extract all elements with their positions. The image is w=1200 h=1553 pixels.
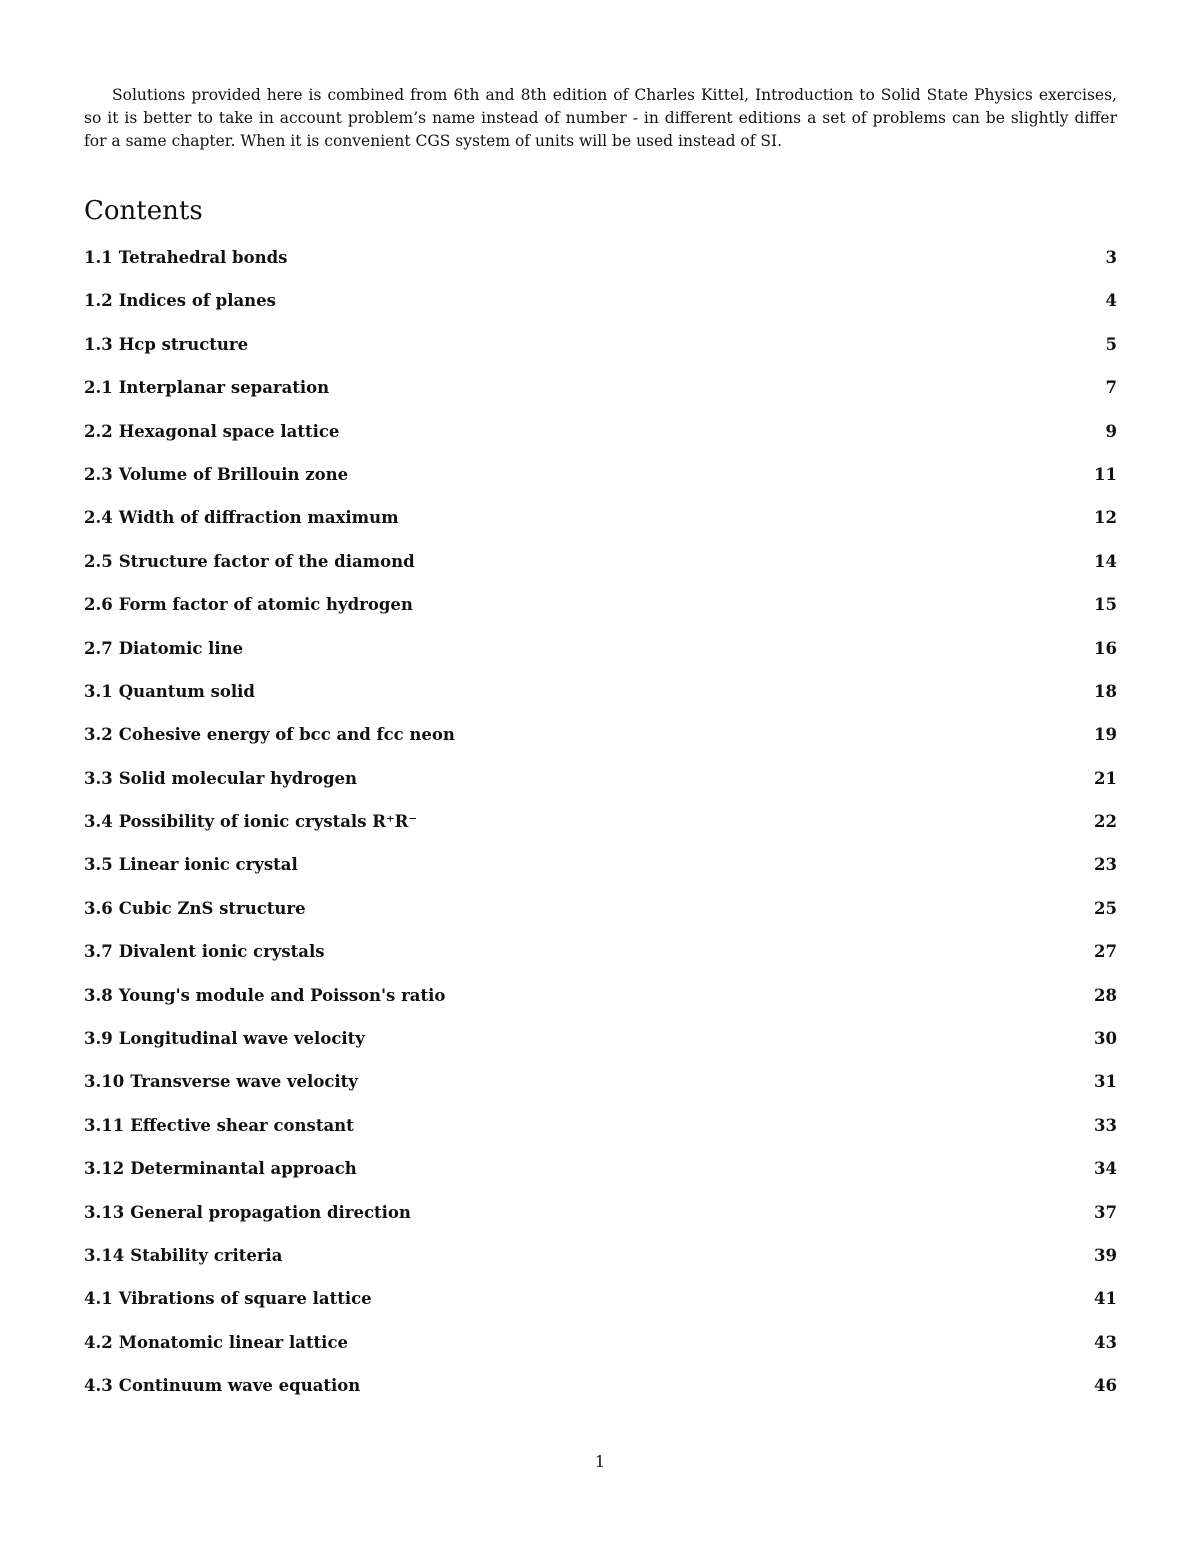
toc-entry-title: Cubic ZnS structure <box>118 898 306 918</box>
toc-entry-page: 39 <box>1094 1245 1117 1265</box>
toc-entry-number: 3.1 <box>84 681 113 701</box>
toc-entry-page: 41 <box>1094 1289 1117 1309</box>
toc-entry-title: Quantum solid <box>118 681 255 701</box>
toc-entry-title: Indices of planes <box>118 291 276 311</box>
toc-entry-label <box>84 899 306 918</box>
toc-entry[interactable] <box>84 899 1117 942</box>
toc-entry[interactable] <box>84 552 1117 595</box>
toc-entry-number: 2.2 <box>84 421 113 441</box>
toc-entry-title: Stability criteria <box>130 1245 283 1265</box>
toc-entry-page: 33 <box>1094 1115 1117 1135</box>
toc-entry[interactable] <box>84 595 1117 638</box>
toc-entry[interactable] <box>84 1116 1117 1159</box>
toc-entry-number: 1.1 <box>84 248 113 267</box>
toc-entry-title: Monatomic linear lattice <box>118 1332 348 1352</box>
toc-entry-page: 34 <box>1094 1159 1117 1179</box>
toc-entry-title: Young's module and Poisson's ratio <box>118 985 446 1005</box>
toc-entry[interactable] <box>84 508 1117 551</box>
toc-entry-title: General propagation direction <box>130 1202 411 1222</box>
toc-entry-page: 18 <box>1094 681 1117 701</box>
toc-entry-title: Continuum wave equation <box>118 1376 361 1396</box>
toc-entry-number: 3.3 <box>84 768 113 788</box>
toc-entry-label <box>84 682 255 701</box>
toc-entry-title: Linear ionic crystal <box>118 855 298 875</box>
toc-entry-page: 43 <box>1094 1332 1117 1352</box>
toc-entry-title: Tetrahedral bonds <box>118 248 288 267</box>
toc-entry-page: 12 <box>1094 508 1117 528</box>
toc-entry-label <box>84 378 329 397</box>
toc-entry-label <box>84 465 348 484</box>
toc-entry-page: 5 <box>1105 334 1117 354</box>
toc-entry-page: 14 <box>1094 551 1117 571</box>
intro-paragraph: Solutions provided here is combined from 6th and 8th edition of Charles Kittel, Introduction to Solid State Physics exercises, so it is better to take in account problem’s name instead of number - in different editions a set of problems can be slightly differ for a same chapter. When it is convenient CGS system of units will be used instead of SI. <box>84 86 1117 150</box>
toc-entry-page: 16 <box>1094 638 1117 658</box>
toc-entry[interactable] <box>84 682 1117 725</box>
toc-entry-page: 46 <box>1094 1376 1117 1396</box>
toc-entry-title: Vibrations of square lattice <box>118 1289 372 1309</box>
toc-entry-page: 30 <box>1094 1029 1117 1049</box>
toc-entry-number: 4.3 <box>84 1376 113 1396</box>
toc-entry-page: 28 <box>1094 985 1117 1005</box>
toc-entry-page: 4 <box>1105 291 1117 311</box>
toc-entry-label <box>84 855 298 874</box>
toc-entry-page: 25 <box>1094 898 1117 918</box>
toc-entry-label <box>84 986 445 1005</box>
toc-entry-title: Effective shear constant <box>130 1115 354 1135</box>
toc-entry-number: 3.6 <box>84 898 113 918</box>
toc-entry-title: Structure factor of the diamond <box>118 551 415 571</box>
toc-entry-title: Hcp structure <box>118 334 249 354</box>
toc-entry[interactable] <box>84 422 1117 465</box>
toc-entry-number: 3.8 <box>84 985 113 1005</box>
toc-entry[interactable] <box>84 986 1117 1029</box>
toc-entry-title: Interplanar separation <box>118 378 330 398</box>
document-page <box>84 84 1117 1420</box>
toc-entry[interactable] <box>84 769 1117 812</box>
toc-entry[interactable] <box>84 378 1117 421</box>
toc-entry[interactable] <box>84 942 1117 985</box>
toc-entry-label <box>84 1246 283 1265</box>
toc-entry-number: 3.13 <box>84 1202 125 1222</box>
table-of-contents <box>84 248 1117 1420</box>
toc-entry-label <box>84 1072 358 1091</box>
toc-entry-label <box>84 248 287 267</box>
toc-entry-page: 15 <box>1094 595 1117 615</box>
toc-entry-number: 1.2 <box>84 291 113 311</box>
toc-entry-label <box>84 1376 360 1395</box>
toc-entry-page: 37 <box>1094 1202 1117 1222</box>
toc-entry-title: Solid molecular hydrogen <box>118 768 357 788</box>
toc-entry-number: 2.5 <box>84 551 113 571</box>
toc-entry-number: 4.1 <box>84 1289 113 1309</box>
page-number: 1 <box>594 1452 606 1471</box>
toc-entry-page: 22 <box>1094 812 1117 832</box>
toc-entry-label <box>84 595 413 614</box>
toc-entry-title: Transverse wave velocity <box>130 1072 358 1092</box>
toc-entry-page: 31 <box>1094 1072 1117 1092</box>
toc-entry-page: 11 <box>1094 464 1117 484</box>
toc-entry[interactable] <box>84 1072 1117 1115</box>
contents-heading: Contents <box>84 196 203 226</box>
toc-entry-number: 3.4 <box>84 812 113 832</box>
toc-entry-label <box>84 422 339 441</box>
toc-entry-title: Form factor of atomic hydrogen <box>118 595 413 615</box>
toc-entry-label <box>84 552 415 571</box>
toc-entry-page: 23 <box>1094 855 1117 875</box>
toc-entry-title: Volume of Brillouin zone <box>118 464 349 484</box>
toc-entry[interactable] <box>84 855 1117 898</box>
toc-entry-number: 3.10 <box>84 1072 125 1092</box>
toc-entry[interactable] <box>84 465 1117 508</box>
toc-entry-label <box>84 725 455 744</box>
toc-entry[interactable] <box>84 1376 1117 1419</box>
toc-entry-label <box>84 508 399 527</box>
toc-entry-label <box>84 335 248 354</box>
toc-entry-label <box>84 639 243 658</box>
toc-entry[interactable] <box>84 1203 1117 1246</box>
toc-entry-page: 7 <box>1105 378 1117 398</box>
toc-entry-label <box>84 291 276 310</box>
toc-entry-page: 9 <box>1105 421 1117 441</box>
toc-entry-number: 2.4 <box>84 508 113 528</box>
toc-entry-title: Longitudinal wave velocity <box>118 1029 365 1049</box>
toc-entry-number: 2.3 <box>84 464 113 484</box>
toc-entry-page: 27 <box>1094 942 1117 962</box>
toc-entry-number: 3.7 <box>84 942 113 962</box>
toc-entry[interactable] <box>84 1333 1117 1376</box>
toc-entry-number: 3.5 <box>84 855 113 875</box>
toc-entry[interactable] <box>84 1159 1117 1202</box>
toc-entry-title: Diatomic line <box>118 638 244 658</box>
toc-entry[interactable] <box>84 812 1117 855</box>
toc-entry[interactable] <box>84 248 1117 291</box>
toc-entry-number: 3.12 <box>84 1159 125 1179</box>
toc-entry-number: 3.2 <box>84 725 113 745</box>
toc-entry-label <box>84 1029 365 1048</box>
toc-entry-number: 3.11 <box>84 1115 125 1135</box>
toc-entry-title: Hexagonal space lattice <box>118 421 340 441</box>
toc-entry-page: 21 <box>1094 768 1117 788</box>
toc-entry[interactable] <box>84 291 1117 334</box>
toc-entry-number: 2.6 <box>84 595 113 615</box>
toc-entry-title: Width of diffraction maximum <box>118 508 399 528</box>
toc-entry-label <box>84 942 325 961</box>
toc-entry[interactable] <box>84 639 1117 682</box>
toc-entry[interactable] <box>84 1246 1117 1289</box>
toc-entry-label <box>84 1116 354 1135</box>
toc-entry-number: 3.9 <box>84 1029 113 1049</box>
toc-entry-number: 3.14 <box>84 1245 125 1265</box>
toc-entry-title: Divalent ionic crystals <box>118 942 325 962</box>
toc-entry-title: Cohesive energy of bcc and fcc neon <box>118 725 455 745</box>
toc-entry[interactable] <box>84 1289 1117 1332</box>
toc-entry[interactable] <box>84 1029 1117 1072</box>
toc-entry[interactable] <box>84 335 1117 378</box>
toc-entry[interactable] <box>84 725 1117 768</box>
toc-entry-number: 2.7 <box>84 638 113 658</box>
toc-entry-title: Possibility of ionic crystals R⁺R⁻ <box>118 812 418 832</box>
toc-entry-title: Determinantal approach <box>130 1159 357 1179</box>
toc-entry-number: 2.1 <box>84 378 113 398</box>
toc-entry-label <box>84 1159 357 1178</box>
toc-entry-label <box>84 769 357 788</box>
toc-entry-label <box>84 1289 372 1308</box>
toc-entry-number: 4.2 <box>84 1332 113 1352</box>
toc-entry-label <box>84 812 417 831</box>
toc-entry-page: 3 <box>1105 248 1117 267</box>
toc-entry-label <box>84 1333 348 1352</box>
toc-entry-number: 1.3 <box>84 334 113 354</box>
toc-entry-label <box>84 1203 411 1222</box>
toc-entry-page: 19 <box>1094 725 1117 745</box>
